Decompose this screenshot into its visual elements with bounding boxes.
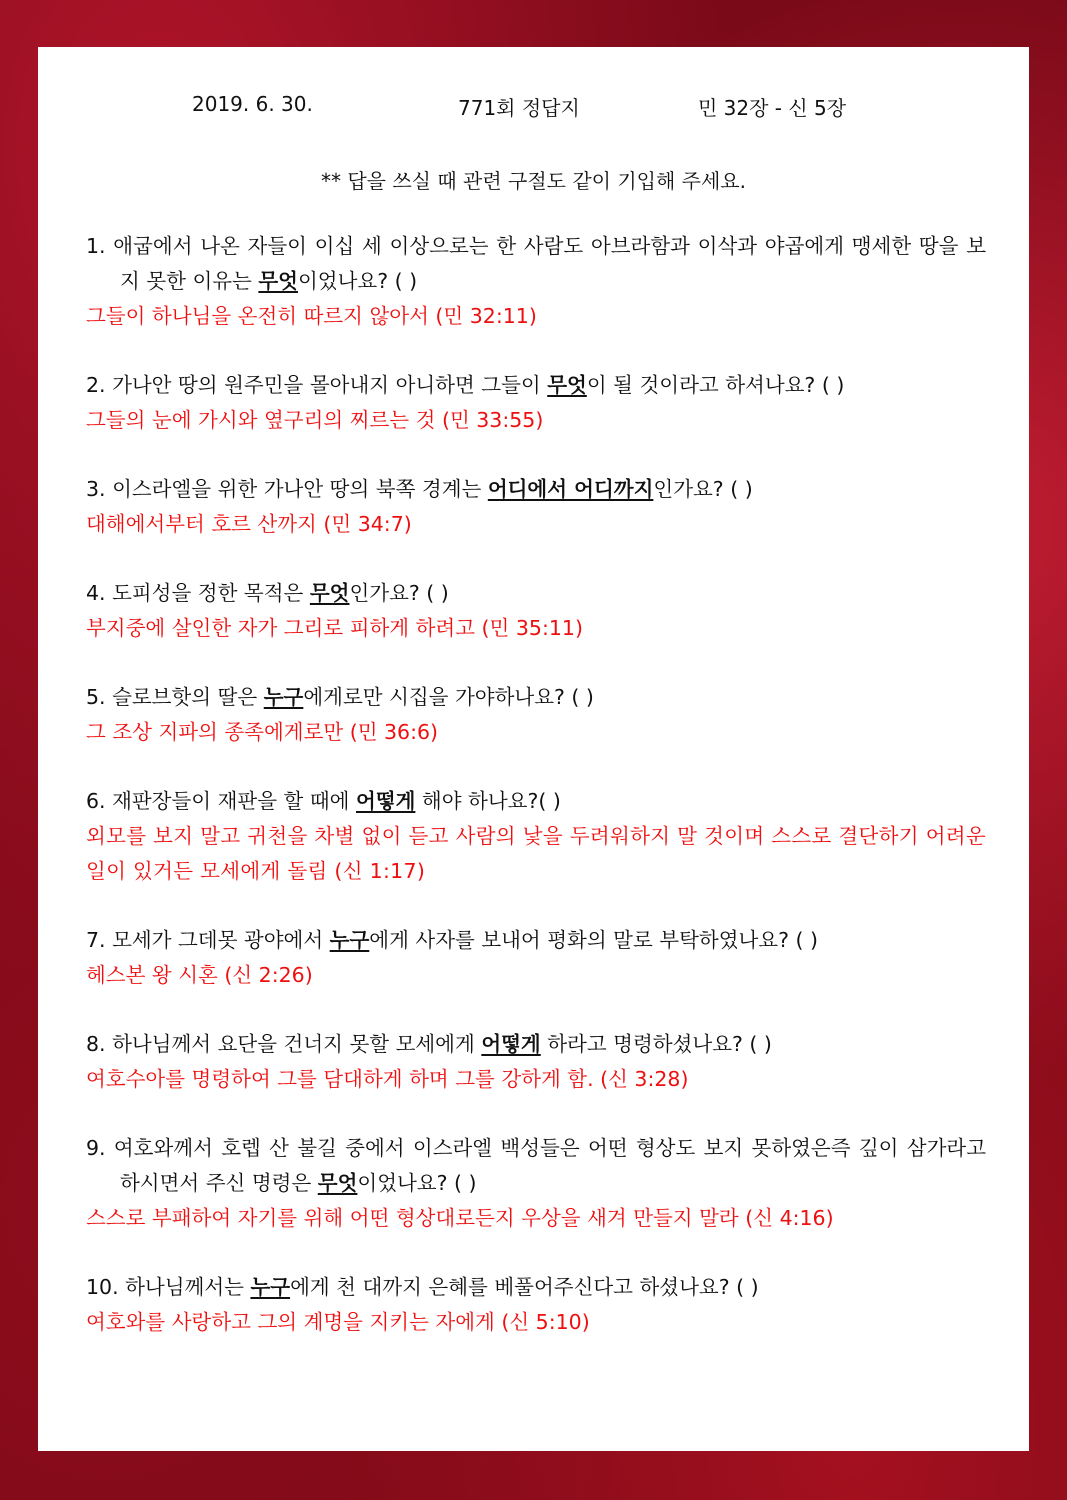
sheet-range: 민 32장 - 신 5장: [698, 96, 847, 120]
question-keyword: 누구: [263, 685, 304, 709]
question-text: 2. 가나안 땅의 원주민을 몰아내지 아니하면 그들이 무엇이 될 것이라고 하셔나요? ( ): [86, 373, 845, 397]
question-text: 7. 모세가 그데못 광야에서 누구에게 사자를 보내어 평화의 말로 부탁하였나요? ( ): [86, 928, 819, 952]
question-keyword: 무엇: [547, 373, 587, 397]
question-keyword: 무엇: [258, 269, 298, 293]
answer-text: 외모를 보지 말고 귀천을 차별 없이 듣고 사람의 낯을 두려워하지 말 것이며 스스로 결단하기 어려운 일이 있거든 모세에게 돌림 (신 1:17): [86, 824, 986, 883]
question-keyword: 어떻게: [355, 789, 416, 813]
question-text: 8. 하나님께서 요단을 건너지 못할 모세에게 어떻게 하라고 명령하셨나요? ( ): [86, 1032, 772, 1056]
question-keyword: 어떻게: [481, 1032, 541, 1056]
answer-text: 스스로 부패하여 자기를 위해 어떤 형상대로든지 우상을 새겨 만들지 말라 (신 4:16): [86, 1206, 834, 1230]
question-item: [86, 368, 986, 438]
answer-sheet: [38, 47, 1029, 1451]
instruction-note: ** 답을 쓰실 때 관련 구절도 같이 기입해 주세요.: [321, 169, 746, 193]
question-item: [86, 472, 986, 542]
question-text: 6. 재판장들이 재판을 할 때에 어떻게 해야 하나요?( ): [86, 789, 561, 813]
question-keyword: 어디에서 어디까지: [487, 477, 654, 501]
answer-text: 그 조상 지파의 종족에게로만 (민 36:6): [86, 720, 439, 744]
question-item: [86, 229, 986, 334]
answer-text: 부지중에 살인한 자가 그리로 피하게 하려고 (민 35:11): [86, 616, 583, 640]
answer-text: 그들의 눈에 가시와 옆구리의 찌르는 것 (민 33:55): [86, 408, 544, 432]
question-text: 9. 여호와께서 호렙 산 불길 중에서 이스라엘 백성들은 어떤 형상도 보지 못하였은즉 깊이 삼가라고 하시면서 주신 명령은 무엇이었나요? ( ): [86, 1136, 986, 1195]
question-text: 3. 이스라엘을 위한 가나안 땅의 북쪽 경계는 어디에서 어디까지인가요? ( ): [86, 477, 753, 501]
question-keyword: 무엇: [309, 581, 350, 605]
question-text: 4. 도피성을 정한 목적은 무엇인가요? ( ): [86, 581, 449, 605]
question-item: [86, 680, 986, 750]
question-list: [86, 229, 986, 1374]
question-item: [86, 1270, 986, 1340]
question-item: [86, 1131, 986, 1236]
answer-text: 대해에서부터 호르 산까지 (민 34:7): [86, 512, 412, 536]
answer-text: 여호수아를 명령하여 그를 담대하게 하며 그를 강하게 함. (신 3:28): [86, 1067, 689, 1091]
answer-text: 헤스본 왕 시혼 (신 2:26): [86, 963, 313, 987]
sheet-date: 2019. 6. 30.: [192, 92, 313, 116]
sheet-header: [38, 92, 1029, 122]
question-item: [86, 923, 986, 993]
question-item: [86, 784, 986, 889]
question-item: [86, 1027, 986, 1097]
question-keyword: 누구: [250, 1275, 291, 1299]
question-item: [86, 576, 986, 646]
answer-text: 여호와를 사랑하고 그의 계명을 지키는 자에게 (신 5:10): [86, 1310, 590, 1334]
sheet-title: 771회 정답지: [458, 96, 580, 120]
question-keyword: 누구: [329, 928, 370, 952]
question-keyword: 무엇: [317, 1171, 358, 1195]
question-text: 1. 애굽에서 나온 자들이 이십 세 이상으로는 한 사람도 아브라함과 이삭과 야곱에게 맹세한 땅을 보지 못한 이유는 무엇이었나요? ( ): [86, 234, 986, 293]
question-text: 10. 하나님께서는 누구에게 천 대까지 은혜를 베풀어주신다고 하셨나요? ( ): [86, 1275, 759, 1299]
question-text: 5. 슬로브핫의 딸은 누구에게로만 시집을 가야하나요? ( ): [86, 685, 594, 709]
answer-text: 그들이 하나님을 온전히 따르지 않아서 (민 32:11): [86, 304, 537, 328]
